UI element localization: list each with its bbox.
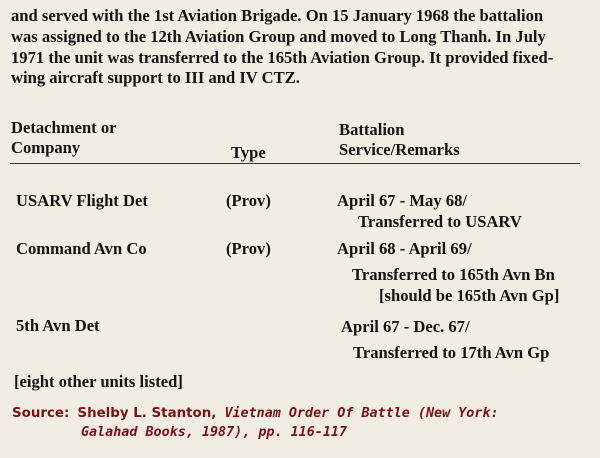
row-dates: April 67 - Dec. 67/ (341, 317, 470, 336)
source-citation (12, 404, 592, 442)
source-title: Vietnam Order Of Battle (New York: (224, 406, 499, 421)
row-dates: April 68 - April 69/ (337, 239, 472, 258)
header-detachment (11, 118, 117, 158)
intro-line: 1971 the unit was transferred to the 165th Aviation Group. It provided fixed- (11, 47, 554, 67)
header-divider (10, 163, 580, 164)
row-note: Transferred to 165th Avn Bn (352, 265, 555, 284)
row-dates: April 67 - May 68/ (337, 191, 467, 210)
source-author: Shelby L. Stanton, (77, 406, 217, 421)
source-publisher: Galahad Books, 1987), pp. 116-117 (81, 425, 348, 440)
row-note: [should be 165th Avn Gp] (379, 286, 560, 305)
header-remarks (339, 120, 460, 160)
header-detachment-line1: Detachment or (11, 118, 117, 137)
row-unit: Command Avn Co (16, 239, 147, 258)
row-note: Transferred to USARV (358, 212, 522, 231)
other-units-note: [eight other units listed] (14, 372, 183, 391)
row-type: (Prov) (226, 191, 271, 210)
intro-line: was assigned to the 12th Aviation Group and moved to Long Thanh. In July (11, 26, 546, 46)
header-type: Type (231, 143, 266, 162)
header-remarks-line1: Battalion (339, 120, 405, 139)
intro-line: and served with the 1st Aviation Brigade. On 15 January 1968 the battalion (11, 6, 544, 25)
row-unit: USARV Flight Det (16, 191, 148, 210)
row-unit: 5th Avn Det (16, 316, 100, 335)
row-type: (Prov) (226, 239, 271, 258)
header-remarks-line2: Service/Remarks (339, 140, 460, 159)
intro-paragraph (11, 6, 596, 89)
intro-line: wing aircraft support to III and IV CTZ. (11, 68, 300, 88)
row-note: Transferred to 17th Avn Gp (353, 343, 550, 362)
source-label: Source: (12, 406, 70, 421)
header-detachment-line2: Company (11, 138, 81, 157)
